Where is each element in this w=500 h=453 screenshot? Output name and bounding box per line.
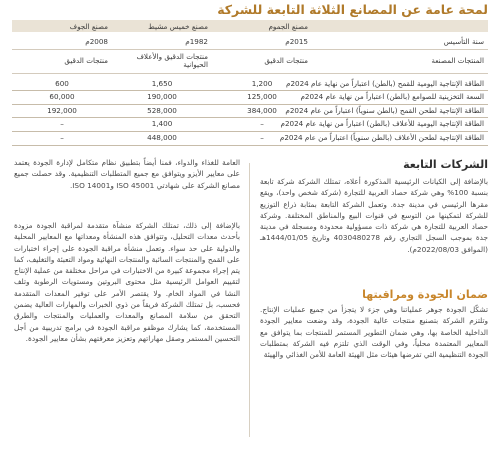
table-cell: منتجات الدقيق والأعلاف الحيوانية [112, 49, 212, 73]
table-cell: 600 [12, 78, 112, 91]
table-row [12, 104, 488, 118]
left-paragraph-2: بالإضافة إلى ذلك، تمتلك الشركة منشآة متقدمة لمراقبة الجودة مزودة بأحدث معدات التحليل، وتتوافق هذه المنشأة ومعداتها مع المعايير المحلية والدولية على حد سواء. وتعمل منشأة مراقبة الجودة على إجراء اختبارات على القمح والمنتجات السائبة والمنتجات النهائية ومواد التعبئة والتغليف، كما يتم إجراء مجموعة كبيرة من الاختبارات في مراحل مختلفة من عملية الإنتاج لتقييم العوامل الرئيسية مثل محتوى البروتين ومستويات الرطوبة وتلف النشا في المواد الخام. ولا يقتصر الأمر على توفير المعدات المتقدمة فحسب، بل تمتلك الشركة فريقاً من ذوي الخبرات والمهارات العالية يضمن التحقق من سلامة المصانع والمعدات والعمليات والمنتجات والطرق المستخدمة، كما يشارك موظفو مراقبة الجودة في برامج تدريبية من أجل التحسين المستمر وصقل مهاراتهم وتعزيز معرفتهم بشأن معايير الجودة. [14, 221, 240, 343]
quality-heading: ضمان الجودة ومراقبتها [362, 288, 488, 301]
table-cell: 125,000 [212, 91, 312, 105]
table-cell: – [212, 131, 312, 145]
table-cell: 1,400 [112, 118, 212, 132]
table-cell: – [212, 118, 312, 132]
header-cell-jouf: مصنع الجوف [12, 20, 112, 32]
affiliates-heading: الشركات التابعة [403, 158, 488, 171]
table-cell: 528,000 [112, 104, 212, 118]
table-cell: – [12, 118, 112, 132]
table-cell: 190,000 [112, 91, 212, 105]
table-cell: 1,200 [212, 78, 312, 91]
table-cell: 1,650 [112, 78, 212, 91]
left-paragraph-1: العامة للغذاء والدواء، فمنا أيضاً بتطبيق نظام متكامل لإدارة الجودة يعتمد على معايير الأيزو ويتوافق مع جميع المتطلبات التنظيمية. وقد حصلت جميع مصانع الشركة على شهادتي ISO 45001 وISO 14001. [14, 158, 240, 190]
table-row [12, 78, 488, 91]
row-label: السعة التخزينية للصوامع (بالطن) اعتباراً من نهاية عام 2024م [312, 91, 488, 105]
header-cell-jumum: مصنع الجموم [212, 20, 312, 32]
row-label: الطاقة الإنتاجية لطحن الأعلاف (بالطن سنوياً) اعتباراً من عام 2024م [312, 131, 488, 145]
table-cell: منتجات الدقيق [212, 49, 312, 73]
table-row [12, 131, 488, 145]
affiliates-paragraph: بالإضافة إلى الكيانات الرئيسية المذكورة أعلاه، تمتلك الشركة شركة تابعة بنسبة 100% وهي شركة حصاد العربية للتجارة (شركة شخص واحد)، ويقع مقرها الرئيسي في مدينة جدة. وتعمل الشركة التابعة بمثابة ذراع التوزيع للشركة لتمكينها من التوسع في قنوات البيع والمناطق المختلفة. وشركة حصاد العربية للتجارة هي شركة ذات مسؤولية محدودة ومسجلة في مدينة جدة بموجب السجل التجاري رقم 4030480278 وتاريخ 1444/01/05هـ (الموافق 2022/08/03م). [260, 177, 488, 254]
page-title: لمحة عامة عن المصانع الثلاثة التابعة للشركة [217, 2, 488, 17]
table-row [12, 49, 488, 73]
row-label: الطاقة الإنتاجية اليومية للقمح (بالطن) اعتباراً من نهاية عام 2024م [312, 78, 488, 91]
row-label: الطاقة الإنتاجية اليومية للأعلاف (بالطن) اعتباراً من نهاية عام 2024م [312, 118, 488, 132]
table-cell: 60,000 [12, 91, 112, 105]
table-cell: 2008م [12, 36, 112, 49]
table-cell: 2015م [212, 36, 312, 49]
table-cell: 384,000 [212, 104, 312, 118]
header-cell-label [312, 20, 488, 32]
column-divider [249, 163, 250, 437]
table-cell: 1982م [112, 36, 212, 49]
row-label: الطاقة الإنتاجية لطحن القمح (بالطن سنوياً) اعتباراً من عام 2024م [312, 104, 488, 118]
table-row [12, 91, 488, 105]
row-label: المنتجات المصنعة [312, 49, 488, 73]
quality-paragraph: تشكّل الجودة جوهر عملياتنا وهي جزء لا يتجزأ من جميع عمليات الإنتاج. وتلتزم الشركة بتصنيع منتجات عالية الجودة، وقد وضعت معايير الجودة الداخلية الخاصة بها، وهي ضمان التطوير المستمر للمنتجات بما يتوافق مع المعايير المعتمدة محلياً، وفي الوقت الذي تلتزم فيه الشركة بمتطلبات الجودة التنظيمية التي تفرضها هيئات مثل الهيئة العامة للأمن الغذائي والهيئة [260, 305, 488, 360]
table-cell: 192,000 [12, 104, 112, 118]
table-row [12, 36, 488, 49]
table-row [12, 118, 488, 132]
table-cell: – [12, 131, 112, 145]
table-cell: 448,000 [112, 131, 212, 145]
table-header-row [12, 20, 488, 32]
row-label: سنة التأسيس [312, 36, 488, 49]
header-cell-khamis-mushait: مصنع خميس مشيط [112, 20, 212, 32]
factories-overview-table [12, 20, 488, 146]
table-cell: منتجات الدقيق [12, 49, 112, 73]
